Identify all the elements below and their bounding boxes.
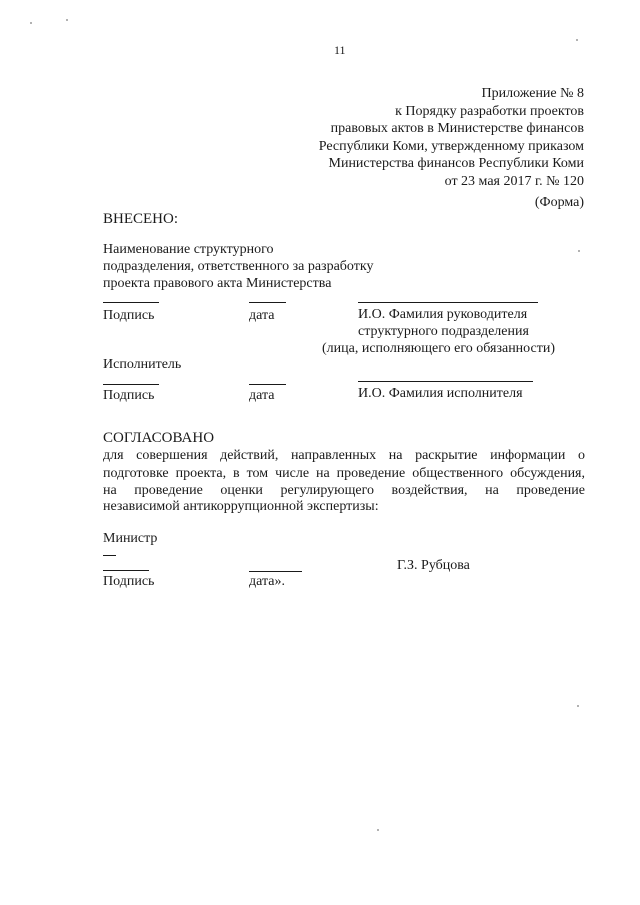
scan-speck — [578, 250, 580, 252]
dash-line — [103, 555, 116, 556]
signature-label: Подпись — [103, 308, 155, 323]
appendix-line: Приложение № 8 — [481, 86, 584, 101]
minister-label: Министр — [103, 531, 158, 546]
executor-signature-label: Подпись — [103, 388, 155, 403]
executor-date-label: дата — [249, 388, 275, 403]
signature-label: Подпись — [103, 574, 155, 589]
date-label: дата». — [249, 574, 285, 589]
signature-line — [103, 302, 159, 303]
unit-line: подразделения, ответственного за разработку — [103, 259, 374, 274]
signature-line — [103, 570, 149, 571]
head-name-line: И.О. Фамилия руководителя — [358, 307, 528, 322]
date-line — [249, 571, 302, 572]
appendix-line: правовых актов в Министерстве финансов — [330, 121, 584, 137]
head-name-line: (лица, исполняющего его обязанности) — [322, 341, 556, 356]
submitted-heading: ВНЕСЕНО: — [103, 211, 178, 227]
signature-line — [103, 384, 159, 385]
appendix-line: к Порядку разработки проектов — [395, 103, 584, 119]
unit-line: Наименование структурного — [103, 242, 274, 257]
approved-last-line: независимой антикоррупционной экспертизы: — [103, 499, 379, 514]
minister-name: Г.З. Рубцова — [397, 558, 470, 573]
date-label: дата — [249, 308, 275, 323]
scan-speck — [577, 705, 579, 707]
page-number: 11 — [334, 43, 346, 57]
date-line — [249, 384, 286, 385]
submitted-unit-block — [103, 241, 373, 292]
scan-speck — [576, 39, 578, 41]
approved-heading: СОГЛАСОВАНО — [103, 430, 215, 446]
name-line — [358, 381, 533, 382]
executor-name: И.О. Фамилия исполнителя — [358, 386, 523, 401]
form-label: (Форма) — [534, 195, 584, 210]
scan-speck — [377, 829, 379, 831]
name-line — [358, 302, 538, 303]
approved-text — [103, 447, 585, 500]
appendix-line: от 23 мая 2017 г. № 120 — [444, 173, 584, 189]
scan-speck — [30, 22, 32, 24]
appendix-header — [319, 85, 584, 191]
executor-label: Исполнитель — [103, 357, 182, 372]
approved-line: для совершения действий, направленных на раскрытие информации о — [103, 448, 585, 463]
scan-speck — [66, 19, 68, 21]
appendix-line: Республики Коми, утвержденному приказом — [318, 138, 584, 154]
date-line — [249, 302, 286, 303]
head-name-line: структурного подразделения — [358, 324, 529, 339]
approved-line: на проведение оценки регулирующего воздействия, на проведение — [103, 483, 585, 499]
approved-line: подготовке проекта, в том числе на проведение общественного обсуждения, — [103, 465, 585, 481]
unit-line: проекта правового акта Министерства — [103, 276, 332, 291]
appendix-line: Министерства финансов Республики Коми — [328, 156, 584, 172]
